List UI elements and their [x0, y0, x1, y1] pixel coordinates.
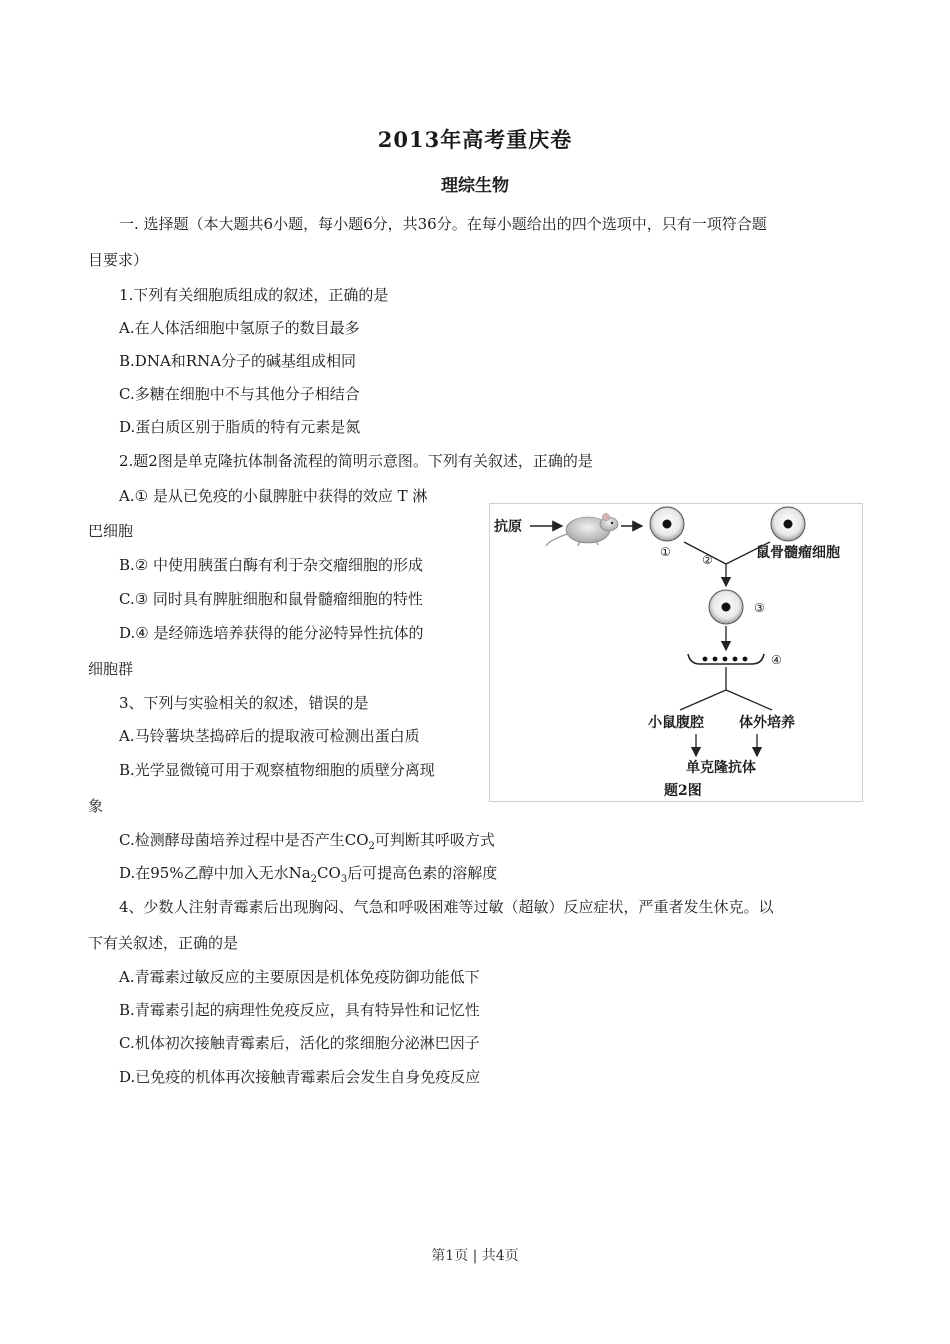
- q3-option-b-line2: 象: [88, 797, 104, 815]
- myeloma-cell-icon: [771, 507, 805, 541]
- label-3: ③: [754, 601, 765, 615]
- q1-option-c: C.多糖在细胞中不与其他分子相结合: [119, 385, 360, 403]
- q4-option-d: D.已免疫的机体再次接触青霉素后会发生自身免疫反应: [119, 1068, 481, 1086]
- antigen-label: 抗原: [494, 519, 522, 535]
- mouse-icon: [546, 514, 618, 547]
- q3-option-c-text: C.检测酵母菌培养过程中是否产生CO: [119, 831, 369, 849]
- q1-option-a: A.在人体活细胞中氢原子的数目最多: [119, 319, 360, 337]
- q2-stem: 2.题2图是单克隆抗体制备流程的简明示意图。下列有关叙述，正确的是: [119, 452, 593, 470]
- q3-option-b-line1: B.光学显微镜可用于观察植物细胞的质壁分离现: [119, 761, 435, 779]
- q3-option-c-text-end: 可判断其呼吸方式: [374, 831, 495, 849]
- myeloma-label: 鼠骨髓瘤细胞: [756, 545, 840, 561]
- spleen-cell-icon: [650, 507, 684, 541]
- q3-option-d: [119, 863, 497, 890]
- q1-option-b: B.DNA和RNA分子的碱基组成相同: [119, 352, 357, 370]
- q4-option-a: A.青霉素过敏反应的主要原因是机体免疫防御功能低下: [119, 968, 480, 986]
- page-footer: 第1页 | 共4页: [431, 1248, 519, 1264]
- q3-option-d-subscript-2: 3: [340, 874, 348, 885]
- split-left: [680, 690, 726, 710]
- q2-option-a-line2: 巴细胞: [88, 522, 134, 540]
- hybridoma-cell-icon: [709, 590, 743, 624]
- culture-dish-icon: [688, 654, 764, 664]
- split-right: [726, 690, 772, 710]
- label-4: ④: [771, 653, 782, 667]
- q2-option-c: C.③ 同时具有脾脏细胞和鼠骨髓瘤细胞的特性: [119, 590, 423, 608]
- section-instruction-line1: 一. 选择题（本大题共6小题，每小题6分，共36分。在每小题给出的四个选项中，只有一项符合题: [119, 215, 767, 233]
- monoclonal-antibody-flow-diagram: [489, 503, 863, 802]
- q3-option-a: A.马铃薯块茎捣碎后的提取液可检测出蛋白质: [119, 727, 420, 745]
- q2-option-d-line1: D.④ 是经筛选培养获得的能分泌特异性抗体的: [119, 624, 424, 642]
- q3-stem: 3、下列与实验相关的叙述，错误的是: [119, 694, 369, 712]
- q4-stem-line1: 4、少数人注射青霉素后出现胸闷、气急和呼吸困难等过敏（超敏）反应症状，严重者发生休克。以: [119, 898, 774, 916]
- antibody-label: 单克隆抗体: [686, 760, 756, 776]
- in-vitro-label: 体外培养: [739, 715, 795, 731]
- q3-option-d-text-mid: CO: [317, 864, 341, 882]
- q1-stem: 1.下列有关细胞质组成的叙述，正确的是: [119, 286, 389, 304]
- paper-subtitle: 理综生物: [441, 176, 509, 196]
- q3-option-d-subscript-1: 2: [310, 874, 318, 885]
- q4-option-b: B.青霉素引起的病理性免疫反应，具有特异性和记忆性: [119, 1001, 480, 1019]
- q2-option-a-line1: A.① 是从已免疫的小鼠脾脏中获得的效应 T 淋: [119, 487, 428, 505]
- label-1: ①: [660, 545, 671, 559]
- q2-option-b: B.② 中使用胰蛋白酶有利于杂交瘤细胞的形成: [119, 556, 424, 574]
- q4-stem-line2: 下有关叙述，正确的是: [88, 934, 239, 952]
- figure-caption: 题2图: [664, 783, 702, 799]
- q1-option-d: D.蛋白质区别于脂质的特有元素是氮: [119, 418, 361, 436]
- q3-option-d-text-end: 后可提高色素的溶解度: [347, 864, 498, 882]
- q3-option-c: [119, 830, 495, 857]
- q4-option-c: C.机体初次接触青霉素后，活化的浆细胞分泌淋巴因子: [119, 1034, 480, 1052]
- section-instruction-line2: 目要求）: [88, 251, 149, 269]
- mouse-cavity-label: 小鼠腹腔: [648, 715, 704, 731]
- label-2: ②: [702, 553, 713, 567]
- q3-option-c-subscript: 2: [368, 841, 375, 852]
- q3-option-d-text: D.在95%乙醇中加入无水Na: [119, 864, 311, 882]
- paper-title: 2013年高考重庆卷: [377, 127, 573, 152]
- q2-option-d-line2: 细胞群: [88, 660, 134, 678]
